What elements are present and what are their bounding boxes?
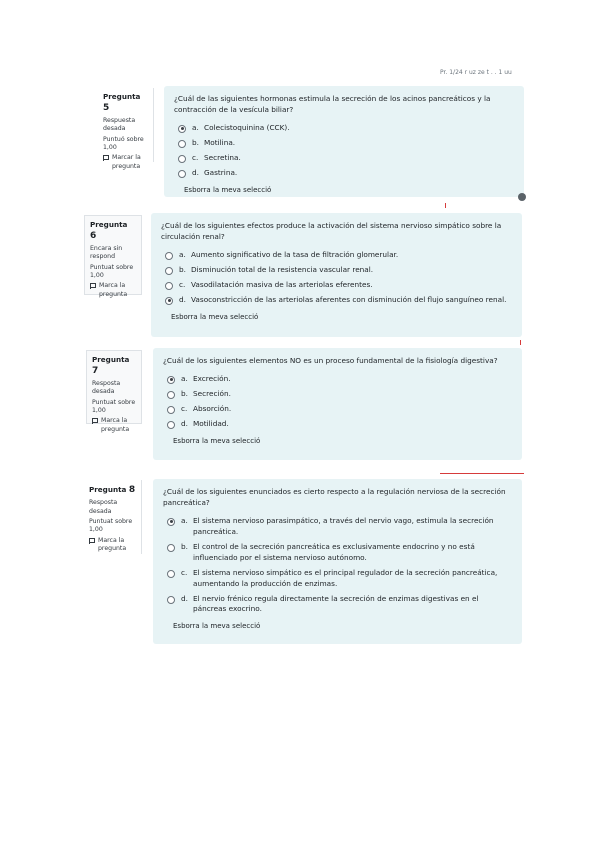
- answer-option[interactable]: [167, 374, 512, 385]
- clear-selection-link[interactable]: Esborra la meva selecció: [173, 436, 261, 445]
- radio-button[interactable]: [178, 140, 186, 148]
- answer-option[interactable]: [178, 138, 514, 149]
- red-divider-line: [440, 473, 524, 474]
- answer-option[interactable]: [178, 123, 514, 134]
- flag-label: Marca la pregunta: [101, 417, 130, 433]
- flag-question-link[interactable]: [89, 537, 136, 554]
- option-text: Motilina.: [204, 137, 236, 147]
- radio-button[interactable]: [178, 125, 186, 133]
- option-text: Secreción.: [193, 388, 231, 398]
- radio-button[interactable]: [165, 297, 173, 305]
- radio-button[interactable]: [165, 282, 173, 290]
- radio-button[interactable]: [167, 391, 175, 399]
- option-letter: b.: [179, 264, 186, 274]
- option-letter: b.: [181, 541, 188, 551]
- answer-option[interactable]: [165, 250, 512, 261]
- page-header-text: Pr. 1/24 r uz ze t . . 1 uu: [440, 69, 512, 76]
- answer-option[interactable]: [165, 295, 512, 306]
- answer-option[interactable]: [167, 389, 512, 400]
- question-info-panel: [86, 350, 142, 433]
- question-label: Pregunta: [92, 355, 130, 364]
- question-info-panel: [84, 480, 142, 554]
- radio-button[interactable]: [167, 596, 175, 604]
- question-score: Puntuat sobre 1,00: [90, 263, 134, 279]
- question-number-value: 7: [92, 365, 99, 376]
- clear-selection-link[interactable]: Esborra la meva selecció: [171, 312, 259, 321]
- question-label: Pregunta: [103, 92, 141, 101]
- option-letter: c.: [179, 279, 186, 289]
- option-letter: d.: [179, 294, 186, 304]
- question-number: [90, 220, 136, 242]
- question-status: Resposta desada: [92, 379, 121, 396]
- question-content: [153, 479, 522, 644]
- clear-selection-link[interactable]: Esborra la meva selecció: [173, 622, 261, 631]
- answer-option[interactable]: [167, 542, 512, 564]
- option-text: El sistema nervioso parasimpático, a través del nervio vago, estimula la secreción pancreática.: [193, 515, 494, 536]
- flag-icon: [90, 283, 96, 289]
- question-number-value: 8: [128, 485, 136, 495]
- option-letter: d.: [181, 593, 188, 603]
- radio-button[interactable]: [167, 376, 175, 384]
- question-content: [153, 348, 522, 460]
- option-letter: d.: [192, 167, 199, 177]
- answer-option[interactable]: [167, 516, 512, 538]
- flag-question-link[interactable]: [92, 417, 136, 434]
- flag-label: Marcar la pregunta: [112, 154, 141, 170]
- option-letter: b.: [181, 388, 188, 398]
- option-text: Excreción.: [193, 373, 231, 383]
- answer-option[interactable]: [165, 280, 512, 291]
- question-label: Pregunta: [89, 485, 127, 494]
- option-letter: c.: [181, 403, 188, 413]
- clear-selection-link[interactable]: Esborra la meva selecció: [184, 185, 272, 194]
- option-letter: a.: [192, 122, 199, 132]
- option-text: Vasodilatación masiva de las arteriolas eferentes.: [191, 279, 373, 289]
- question-content: [164, 86, 524, 197]
- red-marker: [520, 340, 521, 345]
- flag-label: Marca la pregunta: [98, 536, 127, 552]
- option-text: El nervio frénico regula directamente la secreción de enzimas digestivas en el páncreas exocrino.: [193, 593, 479, 614]
- answer-option[interactable]: [167, 594, 512, 616]
- red-marker: [445, 203, 446, 208]
- flag-icon: [103, 155, 109, 161]
- radio-button[interactable]: [167, 421, 175, 429]
- option-letter: c.: [192, 152, 199, 162]
- radio-button[interactable]: [167, 518, 175, 526]
- question-number: [89, 484, 136, 496]
- option-text: Absorción.: [193, 403, 232, 413]
- radio-button[interactable]: [167, 570, 175, 578]
- question-status: Resposta desada: [89, 499, 118, 515]
- option-text: Vasoconstricción de las arteriolas aferentes con disminución del flujo sanguíneo renal.: [191, 294, 507, 304]
- question-number: [92, 355, 136, 377]
- question-text: ¿Cuál de los siguientes elementos NO es un proceso fundamental de la fisiología digestiva?: [163, 356, 498, 365]
- flag-label: Marca la pregunta: [99, 282, 128, 298]
- answer-option[interactable]: [167, 568, 512, 590]
- answer-option[interactable]: [167, 404, 512, 415]
- question-status: Encara sin respond: [90, 244, 123, 261]
- question-content: [151, 213, 522, 337]
- radio-button[interactable]: [167, 544, 175, 552]
- radio-button[interactable]: [165, 252, 173, 260]
- flag-question-link[interactable]: [90, 282, 136, 299]
- option-letter: a.: [179, 249, 186, 259]
- option-letter: c.: [181, 567, 188, 577]
- option-text: El sistema nervioso simpático es el principal regulador de la secreción pancreática, aumentando la producción de enzimas.: [193, 567, 498, 588]
- option-text: Colecistoquinina (CCK).: [204, 122, 290, 132]
- scroll-indicator-icon: [518, 193, 526, 201]
- answer-option[interactable]: [167, 419, 512, 430]
- question-number-value: 5: [103, 102, 110, 113]
- option-text: El control de la secreción pancreática es exclusivamente endocrino y no está influenciado por el sistema nervioso autónomo.: [193, 541, 475, 562]
- question-number: [103, 92, 148, 114]
- question-number-value: 6: [90, 230, 97, 241]
- question-score: Puntuat sobre 1,00: [89, 517, 133, 534]
- question-text: ¿Cuál de los siguientes efectos produce la activación del sistema nervioso simpático sobre la circulación renal?: [161, 221, 502, 241]
- radio-button[interactable]: [165, 267, 173, 275]
- question-score: Puntuat sobre 1,00: [92, 398, 136, 414]
- answer-option[interactable]: [165, 265, 512, 276]
- option-letter: d.: [181, 418, 188, 428]
- option-text: Gastrina.: [204, 167, 238, 177]
- radio-button[interactable]: [178, 170, 186, 178]
- question-label: Pregunta: [90, 220, 128, 229]
- option-text: Aumento significativo de la tasa de filtración glomerular.: [191, 249, 399, 259]
- question-text: ¿Cuál de los siguientes enunciados es cierto respecto a la regulación nerviosa de la secreción pancreática?: [163, 487, 506, 507]
- radio-button[interactable]: [167, 406, 175, 414]
- option-letter: b.: [192, 137, 199, 147]
- question-text: ¿Cuál de las siguientes hormonas estimula la secreción de los acinos pancreáticos y la contracción de la vesícula biliar?: [174, 94, 491, 114]
- radio-button[interactable]: [178, 155, 186, 163]
- option-text: Motilidad.: [193, 418, 229, 428]
- option-letter: a.: [181, 373, 188, 383]
- answer-option[interactable]: [178, 168, 514, 179]
- question-status: Respuesta desada: [103, 116, 136, 133]
- flag-question-link[interactable]: [103, 154, 148, 171]
- answer-option[interactable]: [178, 153, 514, 164]
- flag-icon: [89, 538, 95, 544]
- question-info-panel: [98, 88, 154, 170]
- question-score: Puntuó sobre 1,00: [103, 135, 144, 151]
- question-info-panel: [84, 215, 142, 298]
- option-letter: a.: [181, 515, 188, 525]
- option-text: Secretina.: [204, 152, 241, 162]
- flag-icon: [92, 418, 98, 424]
- option-text: Disminución total de la resistencia vascular renal.: [191, 264, 374, 274]
